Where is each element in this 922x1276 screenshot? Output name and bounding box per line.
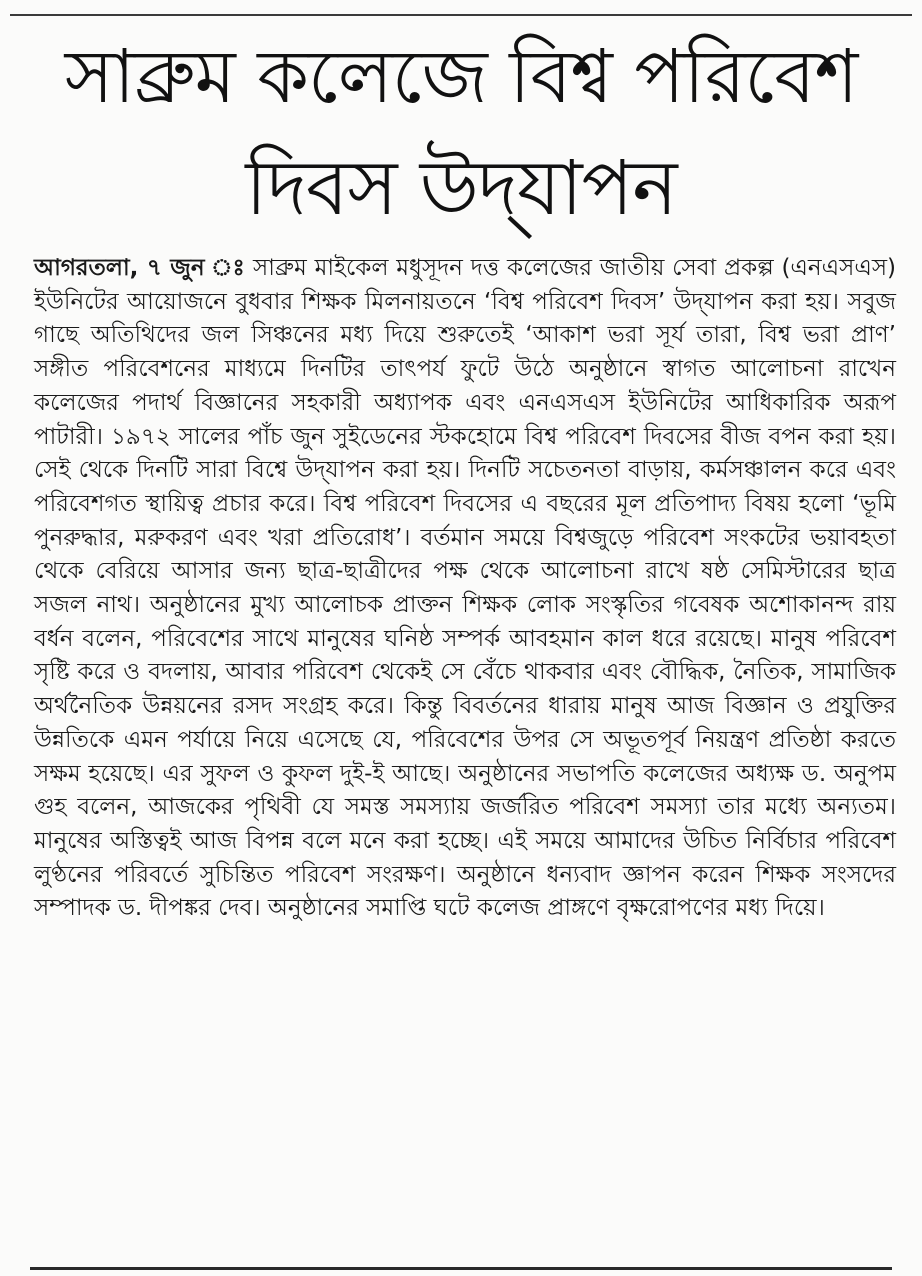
article-body bbox=[34, 252, 896, 926]
top-rule bbox=[10, 14, 912, 16]
dateline: আগরতলা, ৭ জুন ঃ bbox=[34, 255, 246, 281]
bottom-rule bbox=[30, 1267, 892, 1270]
article-body-text: সাব্রুম মাইকেল মধুসূদন দত্ত কলেজের জাতীয় সেবা প্রকল্প (এনএসএস) ইউনিটের আয়োজনে বুধবার শিক্ষক মিলনায়তনে ‘বিশ্ব পরিবেশ দিবস’ উদ্‌যাপন করা হয়। সবুজ গাছে অতিথিদের জল সিঞ্চনের মধ্য দিয়ে শুরুতেই ‘আকাশ ভরা সূর্য তারা, বিশ্ব ভরা প্রাণ’ সঙ্গীত পরিবেশনের মাধ্যমে দিনটির তাৎপর্য ফুটে উঠে অনুষ্ঠানে স্বাগত আলোচনা রাখেন কলেজের পদার্থ বিজ্ঞানের সহকারী অধ্যাপক এবং এনএসএস ইউনিটের আধিকারিক অরূপ পাটারী। ১৯৭২ সালের পাঁচ জুন সুইডেনের স্টকহোমে বিশ্ব পরিবেশ দিবসের বীজ বপন করা হয়। সেই থেকে দিনটি সারা বিশ্বে উদ্‌যাপন করা হয়। দিনটি সচেতনতা বাড়ায়, কর্মসঞ্চালন করে এবং পরিবেশগত স্থায়িত্ব প্রচার করে। বিশ্ব পরিবেশ দিবসের এ বছরের মূল প্রতিপাদ্য বিষয় হলো ‘ভূমি পুনরুদ্ধার, মরুকরণ এবং খরা প্রতিরোধ’। বর্তমান সময়ে বিশ্বজুড়ে পরিবেশ সংকটের ভয়াবহতা থেকে বেরিয়ে আসার জন্য ছাত্র-ছাত্রীদের পক্ষ থেকে আলোচনা রাখে ষষ্ঠ সেমিস্টারের ছাত্র সজল নাথ। অনুষ্ঠানের মুখ্য আলোচক প্রাক্তন শিক্ষক লোক সংস্কৃতির গবেষক অশোকানন্দ রায় বর্ধন বলেন, পরিবেশের সাথে মানুষের ঘনিষ্ঠ সম্পর্ক আবহমান কাল ধরে রয়েছে। মানুষ পরিবেশ সৃষ্টি করে ও বদলায়, আবার পরিবেশ থেকেই সে বেঁচে থাকবার এবং বৌদ্ধিক, নৈতিক, সামাজিক অর্থনৈতিক উন্নয়নের রসদ সংগ্রহ করে। কিন্তু বিবর্তনের ধারায় মানুষ আজ বিজ্ঞান ও প্রযুক্তির উন্নতিকে এমন পর্যায়ে নিয়ে এসেছে যে, পরিবেশের উপর সে অভূতপূর্ব নিয়ন্ত্রণ প্রতিষ্ঠা করতে সক্ষম হয়েছে। এর সুফল ও কুফল দুই-ই আছে। অনুষ্ঠানের সভাপতি কলেজের অধ্যক্ষ ড. অনুপম গুহ বলেন, আজকের পৃথিবী যে সমস্ত সমস্যায় জর্জরিত পরিবেশ সমস্যা তার মধ্যে অন্যতম। মানুষের অস্তিত্বই আজ বিপন্ন বলে মনে করা হচ্ছে। এই সময়ে আমাদের উচিত নির্বিচার পরিবেশ লুণ্ঠনের পরিবর্তে সুচিন্তিত পরিবেশ সংরক্ষণ। অনুষ্ঠানে ধন্যবাদ জ্ঞাপন করেন শিক্ষক সংসদের সম্পাদক ড. দীপঙ্কর দেব। অনুষ্ঠানের সমাপ্তি ঘটে কলেজ প্রাঙ্গণে বৃক্ষরোপণের মধ্য দিয়ে। bbox=[34, 255, 896, 922]
headline-line-1: সাব্রুম কলেজে বিশ্ব পরিবেশ bbox=[64, 34, 858, 120]
headline-line-2: দিবস উদ্‌যাপন bbox=[245, 143, 677, 232]
